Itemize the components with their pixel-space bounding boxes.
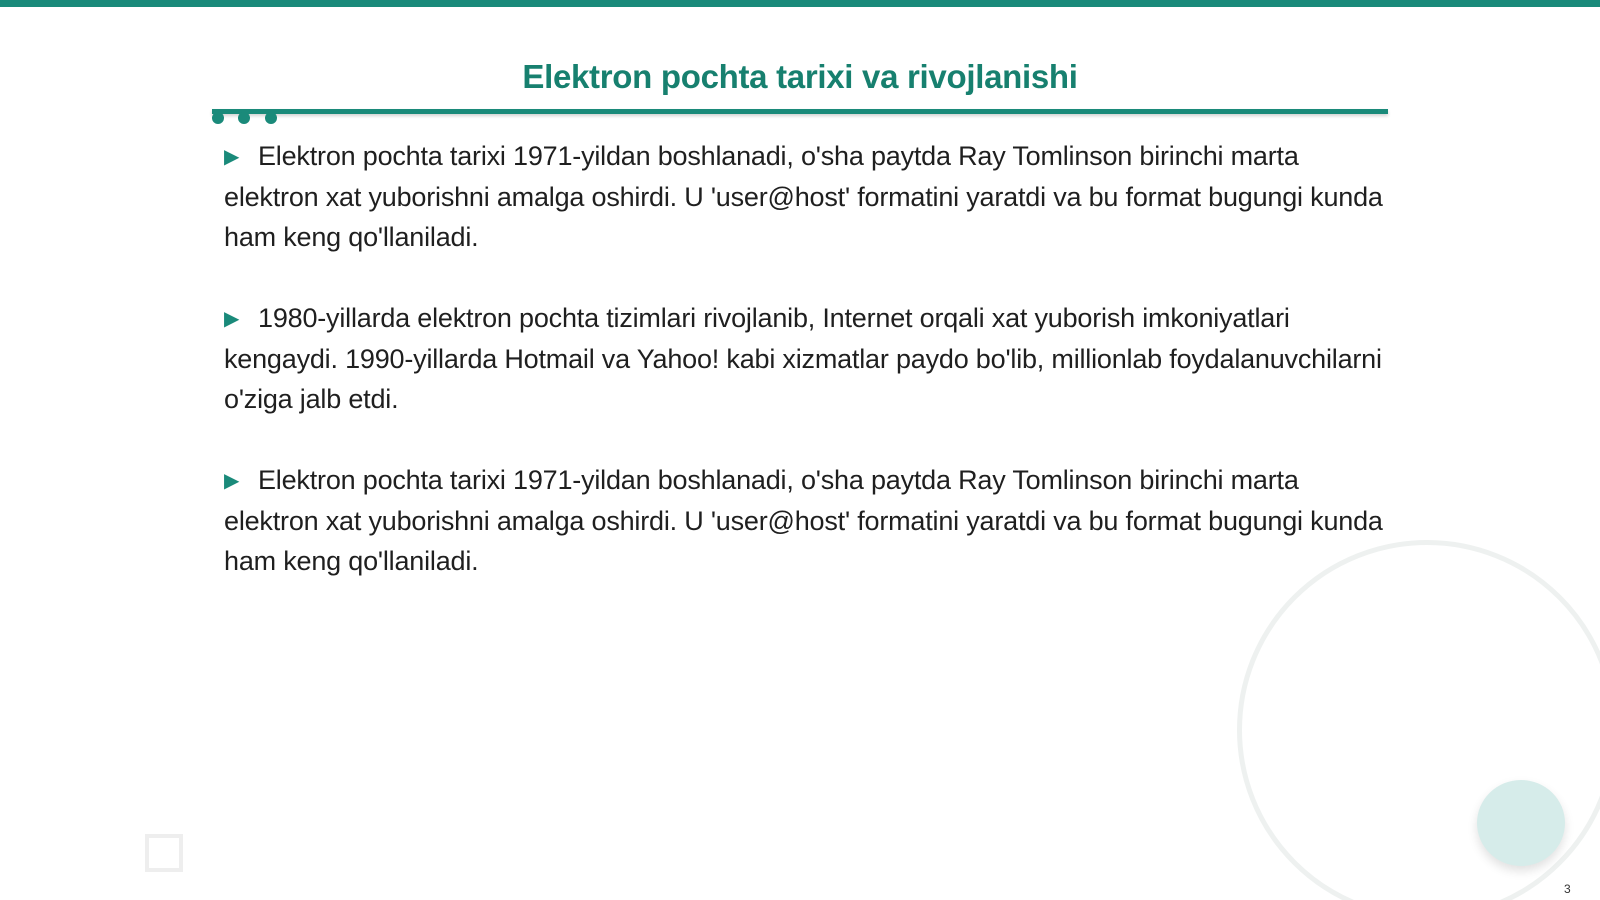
decorative-dot xyxy=(265,112,277,124)
triangle-bullet-icon: ▶ xyxy=(224,470,240,492)
triangle-bullet-icon: ▶ xyxy=(224,308,240,330)
bullet-item xyxy=(224,460,1384,581)
slide-title: Elektron pochta tarixi va rivojlanishi xyxy=(522,58,1078,95)
bullet-item xyxy=(224,298,1384,419)
decorative-dot xyxy=(238,112,250,124)
top-accent-bar xyxy=(0,0,1600,7)
bullet-list xyxy=(224,136,1384,622)
bullet-item xyxy=(224,136,1384,257)
title-underline xyxy=(212,109,1388,114)
bullet-text: 1980-yillarda elektron pochta tizimlari rivojlanib, Internet orqali xat yuborish imkoniyatlari kengaydi. 1990-yillarda Hotmail va Yahoo! kabi xizmatlar paydo bo'lib, millionlab foydalanuvchilarni o'ziga jalb etdi. xyxy=(224,303,1382,414)
decorative-dot xyxy=(212,112,224,124)
bullet-text: Elektron pochta tarixi 1971-yildan boshlanadi, o'sha paytda Ray Tomlinson birinchi marta elektron xat yuborishni amalga oshirdi. U 'user@host' formatini yaratdi va bu format bugungi kunda ham keng qo'llaniladi. xyxy=(224,141,1383,252)
bullet-text: Elektron pochta tarixi 1971-yildan boshlanadi, o'sha paytda Ray Tomlinson birinchi marta elektron xat yuborishni amalga oshirdi. U 'user@host' formatini yaratdi va bu format bugungi kunda ham keng qo'llaniladi. xyxy=(224,465,1383,576)
decorative-square xyxy=(145,834,183,872)
page-number: 3 xyxy=(1564,882,1571,896)
triangle-bullet-icon: ▶ xyxy=(224,146,240,168)
decorative-circle xyxy=(1477,780,1565,866)
